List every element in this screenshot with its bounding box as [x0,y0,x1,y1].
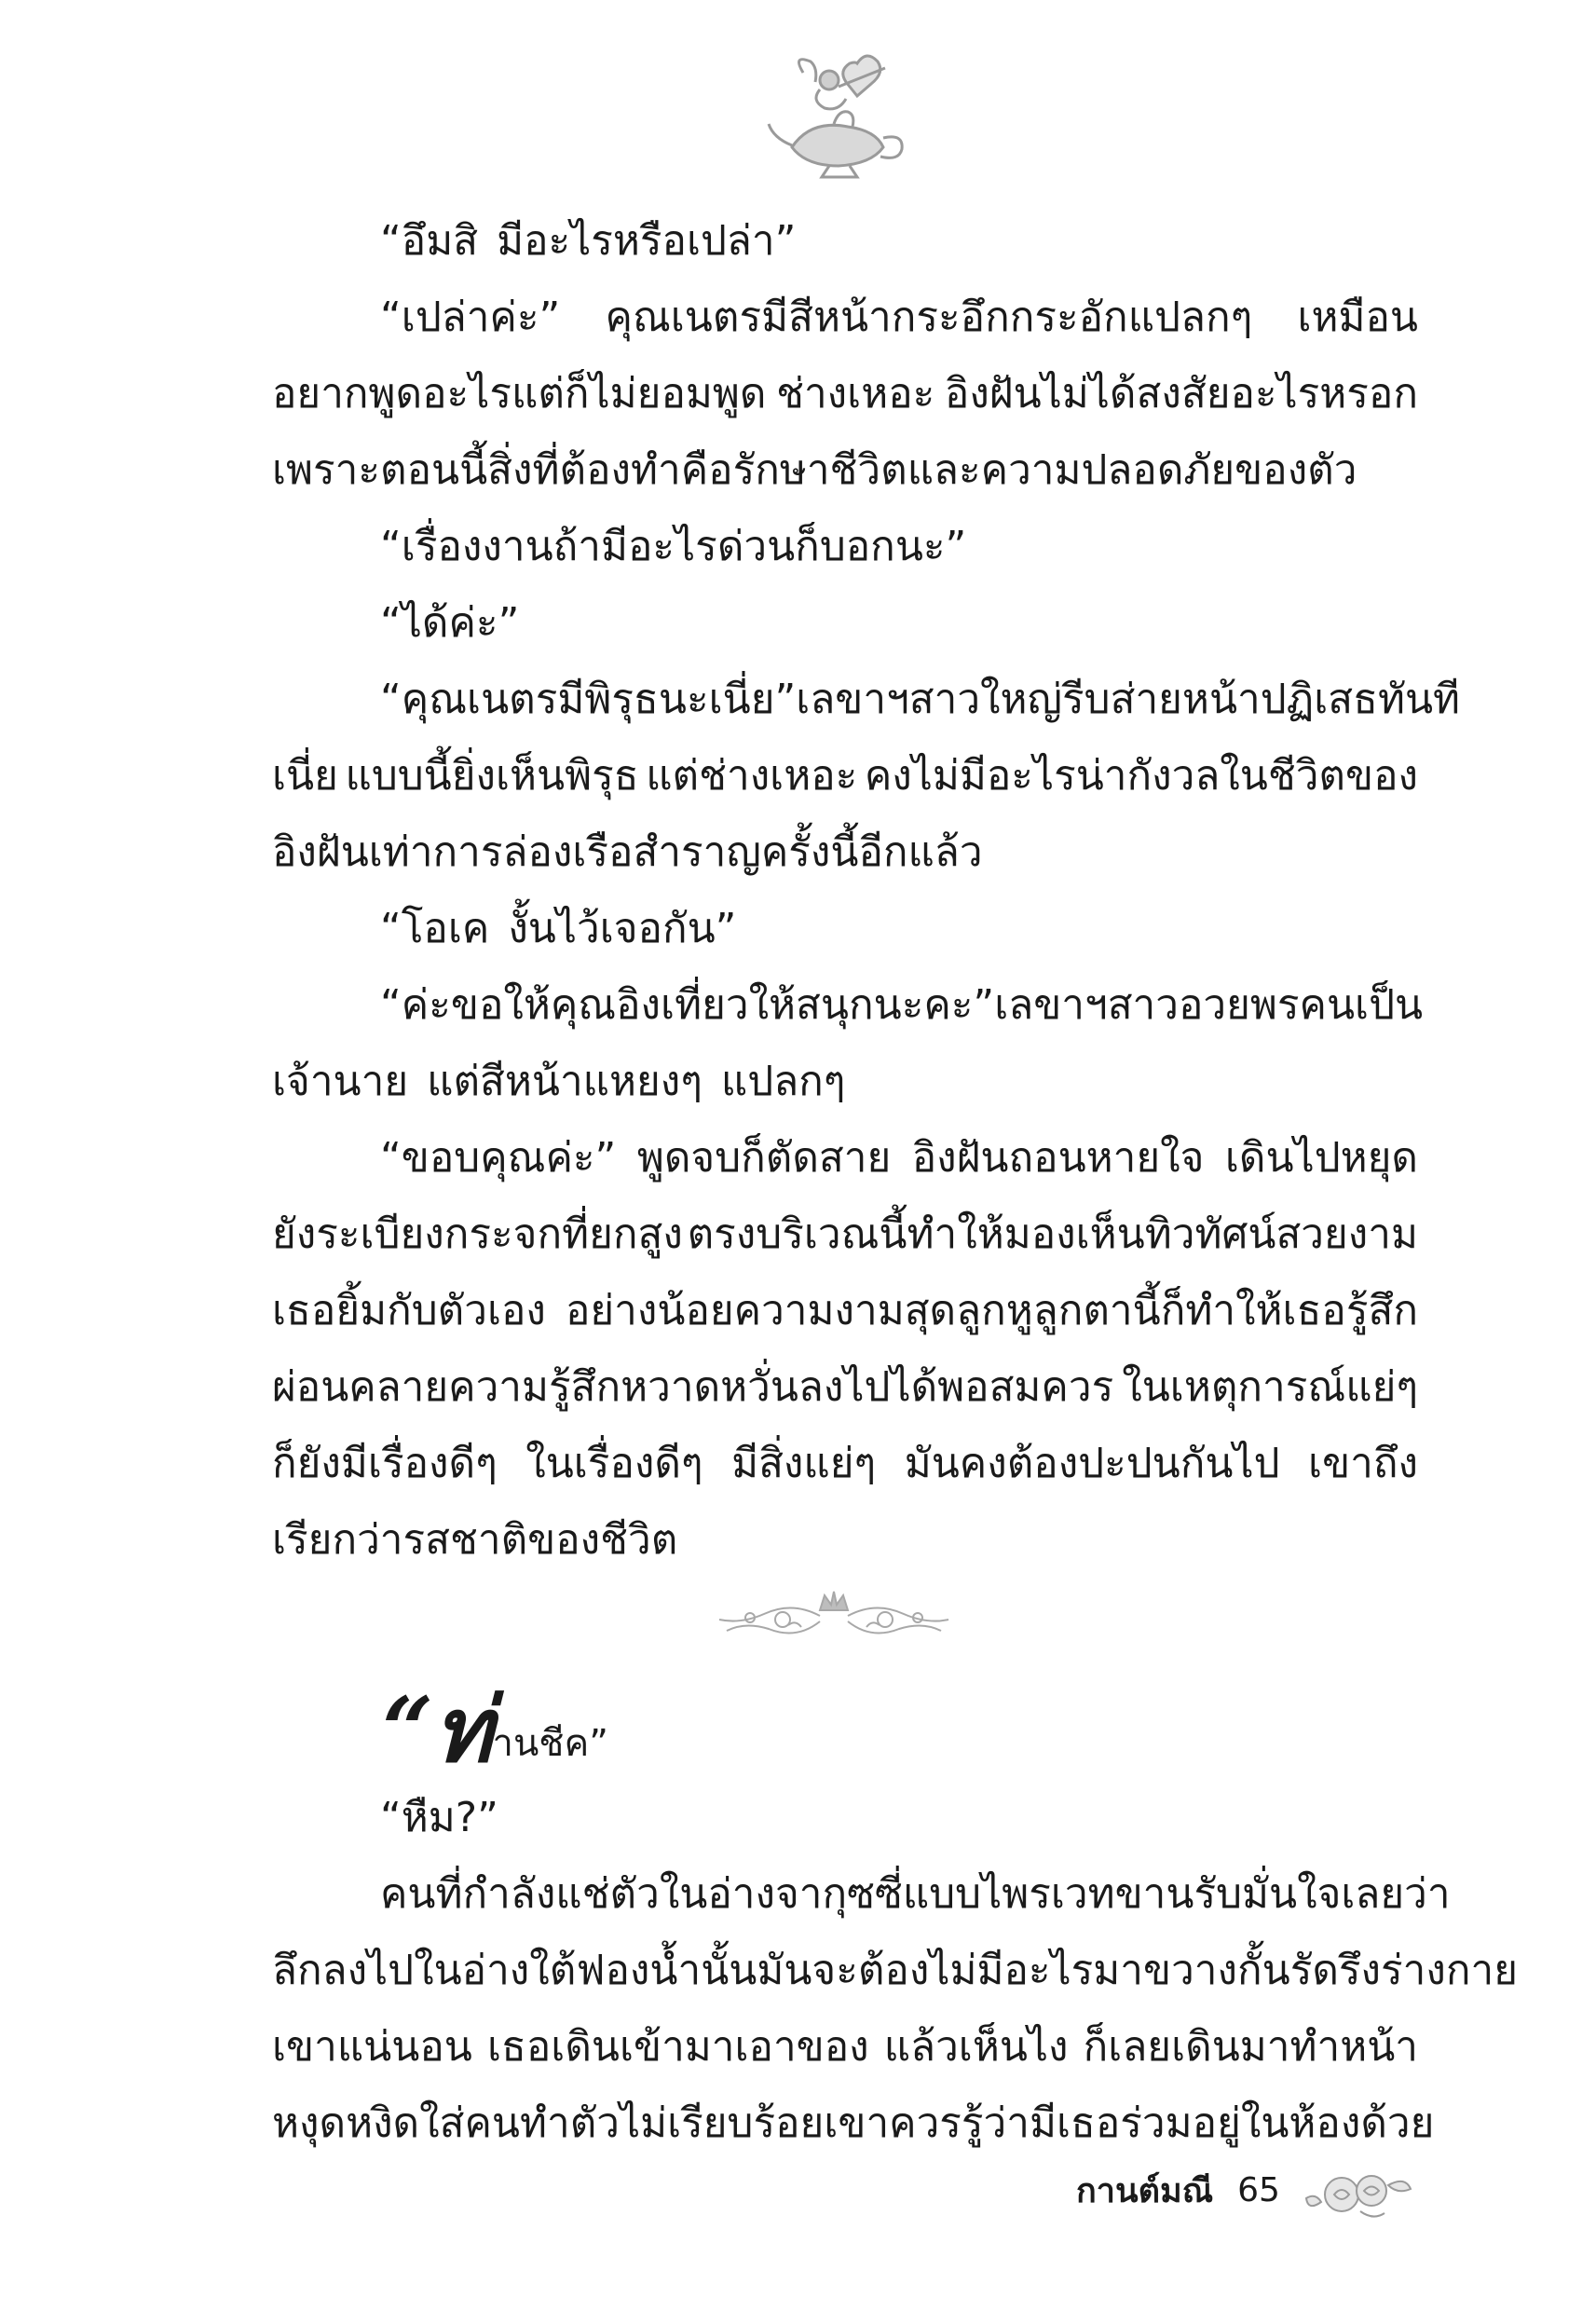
teapot-cupid-icon [764,45,913,185]
text-line: อิงฝันเท่าการล่องเรือสำราญครั้งนี้อีกแล้ว [272,828,983,876]
text-line: ลึกลงไปในอ่างใต้ฟองน้ำนั้นมันจะต้องไม่มีอะไรมาขวางกั้นรัดรึงร่างกาย [272,1947,1518,1994]
text-line: เธอยิ้มกับตัวเอง อย่างน้อยความงามสุดลูกหูลูกตานี้ก็ทำให้เธอรู้สึก [272,1287,1418,1334]
text-line: “ได้ค่ะ” [380,599,520,647]
text-line: “ขอบคุณค่ะ” พูดจบก็ตัดสาย อิงฝันถอนหายใจ เดินไปหยุด [380,1134,1418,1182]
text-line: “หืม?” [380,1794,498,1841]
body-text-top [272,203,1461,1579]
page-footer [1076,2162,1416,2218]
text-line: เนี่ย แบบนี้ยิ่งเห็นพิรุธ แต่ช่างเหอะ คงไม่มีอะไรน่ากังวลในชีวิตของ [272,752,1418,800]
text-line: อยากพูดอะไรแต่ก็ไม่ยอมพูด ช่างเหอะ อิงฝันไม่ได้สงสัยอะไรหรอก [272,370,1418,417]
text-line: เรียกว่ารสชาติของชีวิต [272,1516,678,1564]
text-line: “ค่ะ ขอให้คุณอิงเที่ยวให้สนุกนะคะ” เลขาฯ สาวอวยพรคนเป็น [380,981,1424,1029]
text-line: ผ่อนคลายความรู้สึกหวาดหวั่นลงไปได้พอสมควร ในเหตุการณ์แย่ๆ [272,1363,1418,1411]
text-line: “คุณเนตรมีพิรุธนะเนี่ย” เลขาฯ สาวใหญ่รีบส่ายหน้าปฏิเสธทันที [380,676,1461,723]
text-line: หงุดหงิดใส่คนทำตัวไม่เรียบร้อย เขาควรรู้ว่ามีเธอร่วมอยู่ในห้องด้วย [272,2099,1435,2147]
dropcap-letter: “ท่ [382,1677,493,1783]
crown-flourish-icon [708,1582,960,1657]
text-line: “เปล่าค่ะ” คุณเนตรมีสีหน้ากระอึกกระอักแปลกๆ เหมือน [380,294,1418,341]
text-line: คนที่กำลังแช่ตัวในอ่างจากุซซี่แบบไพรเวทขานรับ มั่นใจเลยว่า [380,1870,1451,1918]
chapter-dropcap-line [382,1663,608,1783]
body-text-bottom [272,1780,1518,2162]
text-line: “เรื่องงานถ้ามีอะไรด่วนก็บอกนะ” [380,523,967,570]
dropcap-rest: านชีค” [492,1722,608,1765]
text-line: “โอเค งั้นไว้เจอกัน” [380,905,737,952]
text-line: เพราะตอนนี้สิ่งที่ต้องทำคือรักษาชีวิตและความปลอดภัยของตัว [272,446,1357,494]
text-line: เขาแน่นอน เธอเดินเข้ามาเอาของ แล้วเห็นไง ก็เลยเดินมาทำหน้า [272,2023,1418,2071]
page-number: 65 [1237,2170,1280,2209]
text-line: “อึมสิ มีอะไรหรือเปล่า” [380,217,797,265]
roses-icon [1304,2157,1416,2222]
book-title: กานต์มณี [1076,2171,1214,2210]
text-line: ยังระเบียงกระจกที่ยกสูง ตรงบริเวณนี้ทำให้มองเห็นทิวทัศน์สวยงาม [272,1210,1418,1258]
text-line: ก็ยังมีเรื่องดีๆ ในเรื่องดีๆ มีสิ่งแย่ๆ มันคงต้องปะปนกันไป เขาถึง [272,1440,1418,1487]
text-line: เจ้านาย แต่สีหน้าแหยงๆ แปลกๆ [272,1058,846,1105]
